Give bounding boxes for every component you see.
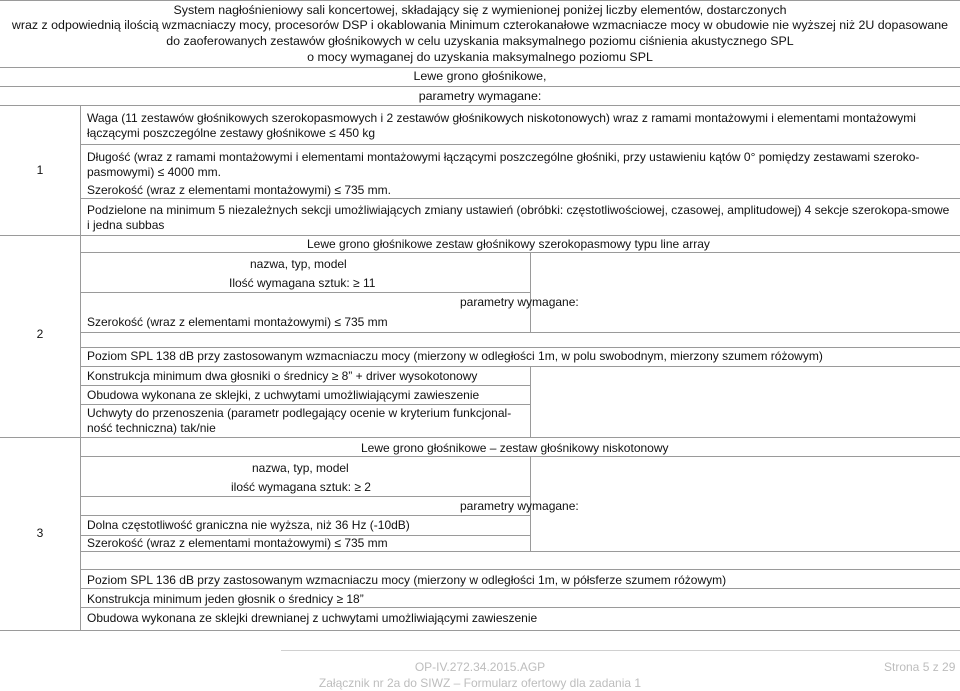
cell-divider <box>80 252 960 253</box>
cell-divider <box>530 252 531 332</box>
row-divider <box>0 105 960 106</box>
cell-divider <box>80 198 960 199</box>
row-number: 2 <box>36 327 44 341</box>
cell-divider <box>80 404 530 405</box>
frequency-requirement: Dolna częstotliwość graniczna nie wyższa, niż 36 Hz (-10dB) <box>87 518 410 532</box>
footer-divider <box>281 650 960 651</box>
row-number: 1 <box>36 163 44 177</box>
row-divider <box>0 630 960 631</box>
cell-divider <box>80 366 960 367</box>
cell-divider <box>80 292 530 293</box>
cell-divider <box>80 569 960 570</box>
width-requirement: Szerokość (wraz z elementami montażowymi) ≤ 735 mm <box>87 315 388 329</box>
cell-divider <box>80 607 960 608</box>
section-title: Lewe grono głośnikowe, <box>413 69 547 83</box>
cell-divider <box>80 347 960 348</box>
model-label: nazwa, typ, model <box>252 461 349 475</box>
cell-divider <box>530 366 531 437</box>
header-line: do zaoferowanych zestawów głośnikowych w celu uzyskania maksymalnego poziomu ciśnienia akustycznego SPL <box>166 34 794 48</box>
document-id: OP-IV.272.34.2015.AGP <box>414 660 546 674</box>
cell-divider <box>80 332 960 333</box>
spl-requirement: Poziom SPL 138 dB przy zastosowanym wzmacniaczu mocy (mierzony w odległości 1m, w polu swobodnym, mierzony szumem różowym) <box>87 349 823 363</box>
cell-divider <box>80 385 530 386</box>
width-requirement: Szerokość (wraz z elementami montażowymi) ≤ 735 mm. <box>87 183 392 197</box>
section-title-divider <box>0 67 960 68</box>
cell-divider <box>80 515 530 516</box>
model-label: nazwa, typ, model <box>250 257 347 271</box>
handles-requirement: Uchwyty do przenoszenia (parametr podlegający ocenie w kryterium funkcjonal-ność techniczna) tak/nie <box>87 406 512 435</box>
header-line: wraz z odpowiednią ilością wzmacniaczy mocy, procesorów DSP i okablowania Minimum czterokanałowe wzmacniacze mocy w obudowie nie wyższej niż 2U dopasowane <box>11 18 949 32</box>
params-label: parametry wymagane: <box>460 499 579 513</box>
sections-requirement: Podzielone na minimum 5 niezależnych sekcji umożliwiających zmiany ustawień (obróbki: częstotliwościowej, czasowej, amplitudowej) 4 sekcje szerokopa-smowe i jedna subbas <box>87 203 950 232</box>
housing-requirement: Obudowa wykonana ze sklejki, z uchwytami umożliwiającymi zawieszenie <box>87 388 480 402</box>
length-requirement: Długość (wraz z ramami montażowymi i elementami montażowymi łączącymi poszczególne głośniki, przy ustawieniu kątów 0° pomiędzy zestawami szeroko-pasmowymi) ≤ 4000 mm. <box>87 150 920 179</box>
cell-divider <box>80 496 530 497</box>
attachment-label: Załącznik nr 2a do SIWZ – Formularz ofertowy dla zadania 1 <box>318 676 642 690</box>
width-requirement: Szerokość (wraz z elementami montażowymi) ≤ 735 mm <box>87 536 388 550</box>
row-number: 3 <box>36 526 44 540</box>
header-line: o mocy wymaganej do uzyskania maksymalnego poziomu SPL <box>307 50 653 64</box>
row-divider <box>0 235 960 236</box>
row-title: Lewe grono głośnikowe zestaw głośnikowy szerokopasmowy typu line array <box>307 237 710 251</box>
quantity-label: Ilość wymagana sztuk: ≥ 11 <box>229 276 376 290</box>
params-label: parametry wymagane: <box>460 295 579 309</box>
quantity-label: ilość wymagana sztuk: ≥ 2 <box>231 480 371 494</box>
weight-requirement: Waga (11 zestawów głośnikowych szerokopasmowych i 2 zestawów głośnikowych niskotonowych) wraz z ramami montażowymi i elementami montażowymi łączącymi poszczególne zestawy głośnikowe ≤ 450 kg <box>87 111 916 140</box>
cell-divider <box>80 551 960 552</box>
table-top-border <box>0 0 960 1</box>
construction-requirement: Konstrukcja minimum dwa głosniki o średnicy ≥ 8” + driver wysokotonowy <box>87 369 478 383</box>
params-label: parametry wymagane: <box>418 89 542 103</box>
cell-divider <box>80 456 960 457</box>
params-divider <box>0 86 960 87</box>
cell-divider <box>80 144 960 145</box>
construction-requirement: Konstrukcja minimum jeden głosnik o średnicy ≥ 18” <box>87 592 364 606</box>
cell-divider <box>80 588 960 589</box>
spl-requirement: Poziom SPL 136 dB przy zastosowanym wzmacniaczu mocy (mierzony w odległości 1m, w półsferze szumem różowym) <box>87 573 727 587</box>
page-number: Strona 5 z 29 <box>884 660 956 674</box>
header-line: System nagłośnieniowy sali koncertowej, składający się z wymienionej poniżej liczby elementów, dostarczonych <box>173 3 787 17</box>
housing-requirement: Obudowa wykonana ze sklejki drewnianej z uchwytami umożliwiającymi zawieszenie <box>87 611 538 625</box>
row-title: Lewe grono głośnikowe – zestaw głośnikowy niskotonowy <box>361 441 669 455</box>
row-divider <box>0 437 960 438</box>
